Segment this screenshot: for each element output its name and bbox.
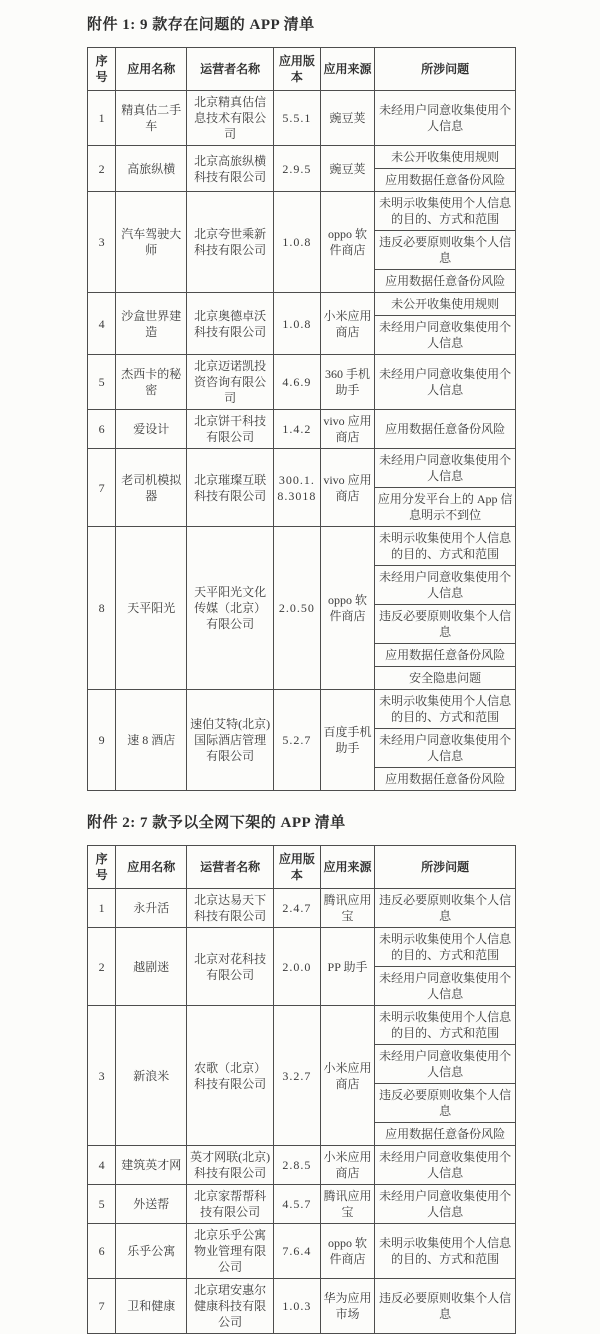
cell-source: oppo 软件商店: [320, 192, 375, 293]
cell-operator: 北京达易天下科技有限公司: [187, 889, 274, 928]
cell-issue: 应用数据任意备份风险: [375, 270, 516, 293]
col-header-no: 序号: [88, 48, 116, 91]
cell-no: 4: [88, 1146, 116, 1185]
cell-source: 小米应用商店: [320, 1006, 375, 1146]
cell-source: 腾讯应用宝: [320, 889, 375, 928]
cell-issue: 未经用户同意收集使用个人信息: [375, 449, 516, 488]
cell-app-name: 老司机模拟器: [116, 449, 187, 527]
cell-version: 2.0.0: [274, 928, 321, 1006]
table-row: [88, 1146, 516, 1185]
table-row: [88, 889, 516, 928]
cell-no: 4: [88, 293, 116, 355]
cell-issue: 未经用户同意收集使用个人信息: [375, 967, 516, 1006]
cell-operator: 北京对花科技有限公司: [187, 928, 274, 1006]
cell-issue: 未公开收集使用规则: [375, 293, 516, 316]
col-header-no: 序号: [88, 846, 116, 889]
cell-app-name: 乐乎公寓: [116, 1224, 187, 1279]
col-header-version: 应用版本: [274, 846, 321, 889]
cell-issue: 应用数据任意备份风险: [375, 768, 516, 791]
col-header-source: 应用来源: [320, 48, 375, 91]
cell-no: 3: [88, 1006, 116, 1146]
cell-app-name: 天平阳光: [116, 527, 187, 690]
col-header-operator: 运营者名称: [187, 846, 274, 889]
cell-app-name: 卫和健康: [116, 1279, 187, 1334]
cell-version: 5.2.7: [274, 690, 321, 791]
cell-issue: 安全隐患问题: [375, 667, 516, 690]
cell-operator: 北京饼干科技有限公司: [187, 410, 274, 449]
cell-source: 腾讯应用宝: [320, 1185, 375, 1224]
cell-issue: 未明示收集使用个人信息的目的、方式和范围: [375, 928, 516, 967]
cell-version: 7.6.4: [274, 1224, 321, 1279]
cell-app-name: 爱设计: [116, 410, 187, 449]
table-row: [88, 1279, 516, 1334]
table-row: [88, 91, 516, 146]
cell-source: PP 助手: [320, 928, 375, 1006]
cell-source: vivo 应用商店: [320, 449, 375, 527]
header-row: [88, 48, 516, 91]
cell-app-name: 杰西卡的秘密: [116, 355, 187, 410]
cell-operator: 英才网联(北京)科技有限公司: [187, 1146, 274, 1185]
header-row: [88, 846, 516, 889]
cell-issue: 未明示收集使用个人信息的目的、方式和范围: [375, 1224, 516, 1279]
cell-issue: 应用数据任意备份风险: [375, 169, 516, 192]
cell-source: vivo 应用商店: [320, 410, 375, 449]
cell-version: 2.8.5: [274, 1146, 321, 1185]
cell-operator: 北京高旅纵横科技有限公司: [187, 146, 274, 192]
cell-app-name: 新浪米: [116, 1006, 187, 1146]
cell-operator: 天平阳光文化传媒（北京）有限公司: [187, 527, 274, 690]
cell-app-name: 汽车驾驶大师: [116, 192, 187, 293]
cell-no: 8: [88, 527, 116, 690]
table-row: [88, 1006, 516, 1045]
cell-source: 豌豆荚: [320, 91, 375, 146]
cell-issue: 违反必要原则收集个人信息: [375, 605, 516, 644]
cell-version: 3.2.7: [274, 1006, 321, 1146]
cell-version: 1.0.3: [274, 1279, 321, 1334]
cell-operator: 速伯艾特(北京)国际酒店管理有限公司: [187, 690, 274, 791]
table-header: [88, 48, 516, 91]
cell-no: 1: [88, 91, 116, 146]
cell-operator: 北京家帮帮科技有限公司: [187, 1185, 274, 1224]
cell-issue: 未经用户同意收集使用个人信息: [375, 1045, 516, 1084]
cell-source: 百度手机助手: [320, 690, 375, 791]
table-row: [88, 449, 516, 488]
cell-app-name: 沙盒世界建造: [116, 293, 187, 355]
cell-issue: 未经用户同意收集使用个人信息: [375, 729, 516, 768]
cell-operator: 北京奥德卓沃科技有限公司: [187, 293, 274, 355]
table-row: [88, 1224, 516, 1279]
cell-no: 7: [88, 1279, 116, 1334]
cell-no: 6: [88, 410, 116, 449]
cell-issue: 未明示收集使用个人信息的目的、方式和范围: [375, 1006, 516, 1045]
table-row: [88, 527, 516, 566]
col-header-issues: 所涉问题: [375, 846, 516, 889]
removed-apps-table: [87, 845, 516, 1334]
table-header: [88, 846, 516, 889]
cell-issue: 未经用户同意收集使用个人信息: [375, 566, 516, 605]
col-header-issues: 所涉问题: [375, 48, 516, 91]
cell-operator: 北京璀璨互联科技有限公司: [187, 449, 274, 527]
cell-app-name: 建筑英才网: [116, 1146, 187, 1185]
cell-issue: 未明示收集使用个人信息的目的、方式和范围: [375, 192, 516, 231]
cell-no: 1: [88, 889, 116, 928]
cell-version: 5.5.1: [274, 91, 321, 146]
cell-issue: 违反必要原则收集个人信息: [375, 1084, 516, 1123]
table-row: [88, 293, 516, 316]
cell-version: 2.0.50: [274, 527, 321, 690]
cell-source: 豌豆荚: [320, 146, 375, 192]
cell-issue: 未明示收集使用个人信息的目的、方式和范围: [375, 527, 516, 566]
cell-issue: 未公开收集使用规则: [375, 146, 516, 169]
table-body: [88, 889, 516, 1334]
cell-source: 小米应用商店: [320, 1146, 375, 1185]
cell-operator: 北京迈诺凯投资咨询有限公司: [187, 355, 274, 410]
cell-operator: 农歌（北京）科技有限公司: [187, 1006, 274, 1146]
problem-apps-table: [87, 47, 516, 791]
cell-source: oppo 软件商店: [320, 527, 375, 690]
cell-source: 华为应用市场: [320, 1279, 375, 1334]
attachment1-title: 附件 1: 9 款存在问题的 APP 清单: [87, 17, 315, 33]
cell-issue: 应用数据任意备份风险: [375, 1123, 516, 1146]
table-row: [88, 410, 516, 449]
cell-no: 5: [88, 355, 116, 410]
table-row: [88, 192, 516, 231]
cell-source: oppo 软件商店: [320, 1224, 375, 1279]
cell-issue: 未明示收集使用个人信息的目的、方式和范围: [375, 690, 516, 729]
cell-version: 2.9.5: [274, 146, 321, 192]
cell-issue: 未经用户同意收集使用个人信息: [375, 316, 516, 355]
cell-source: 360 手机助手: [320, 355, 375, 410]
cell-app-name: 外送帮: [116, 1185, 187, 1224]
cell-no: 7: [88, 449, 116, 527]
cell-issue: 应用数据任意备份风险: [375, 644, 516, 667]
cell-operator: 北京夸世乘新科技有限公司: [187, 192, 274, 293]
cell-issue: 违反必要原则收集个人信息: [375, 1279, 516, 1334]
table-row: [88, 928, 516, 967]
cell-issue: 未经用户同意收集使用个人信息: [375, 1146, 516, 1185]
cell-version: 1.4.2: [274, 410, 321, 449]
cell-app-name: 永升活: [116, 889, 187, 928]
cell-version: 1.0.8: [274, 192, 321, 293]
table-row: [88, 146, 516, 169]
cell-no: 9: [88, 690, 116, 791]
table-row: [88, 1185, 516, 1224]
cell-no: 6: [88, 1224, 116, 1279]
table-row: [88, 355, 516, 410]
cell-version: 300.1.8.3018: [274, 449, 321, 527]
cell-version: 4.6.9: [274, 355, 321, 410]
cell-source: 小米应用商店: [320, 293, 375, 355]
cell-operator: 北京精真估信息技术有限公司: [187, 91, 274, 146]
cell-issue: 违反必要原则收集个人信息: [375, 231, 516, 270]
cell-no: 3: [88, 192, 116, 293]
cell-version: 4.5.7: [274, 1185, 321, 1224]
cell-operator: 北京珺安惠尔健康科技有限公司: [187, 1279, 274, 1334]
col-header-operator: 运营者名称: [187, 48, 274, 91]
cell-no: 2: [88, 928, 116, 1006]
cell-app-name: 越剧迷: [116, 928, 187, 1006]
cell-app-name: 精真估二手车: [116, 91, 187, 146]
cell-version: 2.4.7: [274, 889, 321, 928]
col-header-source: 应用来源: [320, 846, 375, 889]
cell-app-name: 高旅纵横: [116, 146, 187, 192]
col-header-app: 应用名称: [116, 846, 187, 889]
cell-issue: 未经用户同意收集使用个人信息: [375, 91, 516, 146]
cell-issue: 应用分发平台上的 App 信息明示不到位: [375, 488, 516, 527]
cell-issue: 违反必要原则收集个人信息: [375, 889, 516, 928]
cell-operator: 北京乐乎公寓物业管理有限公司: [187, 1224, 274, 1279]
col-header-app: 应用名称: [116, 48, 187, 91]
table-body: [88, 91, 516, 791]
table-row: [88, 690, 516, 729]
col-header-version: 应用版本: [274, 48, 321, 91]
attachment2-title: 附件 2: 7 款予以全网下架的 APP 清单: [87, 815, 346, 831]
cell-issue: 应用数据任意备份风险: [375, 410, 516, 449]
cell-issue: 未经用户同意收集使用个人信息: [375, 355, 516, 410]
cell-version: 1.0.8: [274, 293, 321, 355]
cell-no: 2: [88, 146, 116, 192]
cell-no: 5: [88, 1185, 116, 1224]
cell-issue: 未经用户同意收集使用个人信息: [375, 1185, 516, 1224]
cell-app-name: 速 8 酒店: [116, 690, 187, 791]
